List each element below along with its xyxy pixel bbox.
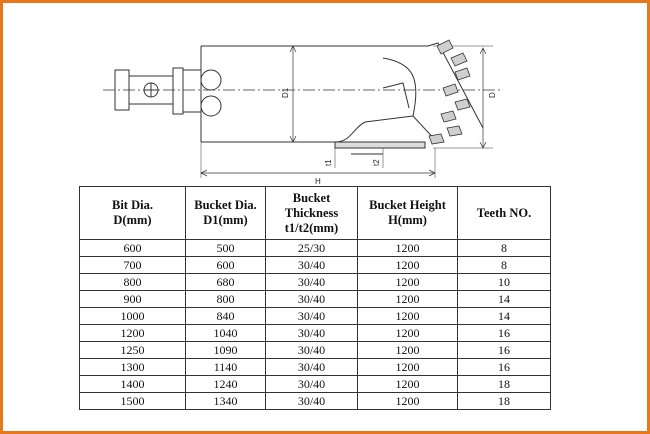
header-text: Bucket [292,190,331,205]
table-row [80,257,551,274]
cell-bucket-dia: 1240 [186,376,266,393]
cell-bucket-dia: 1340 [186,393,266,410]
cell-bit-dia: 800 [80,274,186,291]
header-text: Thickness [284,205,339,220]
table-row [80,359,551,376]
header-bucket-diameter [186,187,266,240]
cell-teeth: 16 [458,359,551,376]
label-t2: t2 [372,159,381,166]
table-row [80,291,551,308]
table-row [80,325,551,342]
cell-bucket-dia: 1140 [186,359,266,376]
cell-teeth: 16 [458,342,551,359]
cell-bucket-dia: 600 [186,257,266,274]
cell-teeth: 8 [458,240,551,257]
bit-outline-lower [335,116,413,142]
bucket-technical-drawing [83,18,553,188]
specification-table [79,186,551,410]
cell-bit-dia: 1300 [80,359,186,376]
cell-height: 1200 [358,291,458,308]
cell-teeth: 16 [458,325,551,342]
cell-height: 1200 [358,240,458,257]
label-d: D [488,92,497,98]
cell-bucket-dia: 500 [186,240,266,257]
cell-height: 1200 [358,274,458,291]
cell-thickness: 30/40 [266,308,358,325]
table-row [80,274,551,291]
cell-bit-dia: 1000 [80,308,186,325]
cell-thickness: 30/40 [266,325,358,342]
cell-thickness: 30/40 [266,376,358,393]
header-text: Bucket Dia. [194,198,257,212]
table-row [80,393,551,410]
cell-teeth: 18 [458,393,551,410]
cell-height: 1200 [358,376,458,393]
table-row [80,308,551,325]
cell-bit-dia: 900 [80,291,186,308]
cell-bucket-dia: 680 [186,274,266,291]
cell-bucket-dia: 1040 [186,325,266,342]
label-d1: D1 [281,87,290,98]
cell-bucket-dia: 800 [186,291,266,308]
adapter-boss-top [201,70,221,90]
cell-bit-dia: 1250 [80,342,186,359]
cell-teeth: 8 [458,257,551,274]
header-text: Bit Dia. [112,198,153,212]
cell-height: 1200 [358,393,458,410]
cell-bucket-dia: 1090 [186,342,266,359]
table-row [80,376,551,393]
header-bucket-height [358,187,458,240]
header-text: D1(mm) [203,213,248,227]
cell-thickness: 30/40 [266,291,358,308]
kelly-flange-mid [173,68,183,114]
cell-teeth: 14 [458,291,551,308]
cell-bucket-dia: 840 [186,308,266,325]
cell-thickness: 30/40 [266,274,358,291]
header-text: t1/t2(mm) [284,220,339,235]
cell-height: 1200 [358,308,458,325]
header-text: Bucket Height [369,198,446,212]
cell-thickness: 30/40 [266,359,358,376]
cell-height: 1200 [358,359,458,376]
header-text: H(mm) [388,213,427,227]
cell-bit-dia: 600 [80,240,186,257]
table-row [80,342,551,359]
cell-thickness: 30/40 [266,257,358,274]
cell-thickness: 25/30 [266,240,358,257]
cell-thickness: 30/40 [266,393,358,410]
cell-bit-dia: 1400 [80,376,186,393]
label-t1: t1 [324,159,333,166]
cell-bit-dia: 1200 [80,325,186,342]
kelly-adapter [183,70,201,112]
header-text: D(mm) [113,213,152,227]
cell-thickness: 30/40 [266,342,358,359]
cell-bit-dia: 700 [80,257,186,274]
cell-teeth: 18 [458,376,551,393]
cell-height: 1200 [358,325,458,342]
header-bucket-thickness [266,187,358,240]
cell-teeth: 14 [458,308,551,325]
cell-height: 1200 [358,342,458,359]
cell-bit-dia: 1500 [80,393,186,410]
adapter-boss-bottom [201,96,221,116]
header-teeth-number [458,187,551,240]
label-h: H [315,177,321,186]
bottom-plate [335,142,425,148]
header-text: Teeth NO. [476,205,532,220]
table-header-row [80,187,551,240]
cell-teeth: 10 [458,274,551,291]
cell-height: 1200 [358,257,458,274]
drawing-svg [83,18,553,188]
header-bit-diameter [80,187,186,240]
table-row [80,240,551,257]
